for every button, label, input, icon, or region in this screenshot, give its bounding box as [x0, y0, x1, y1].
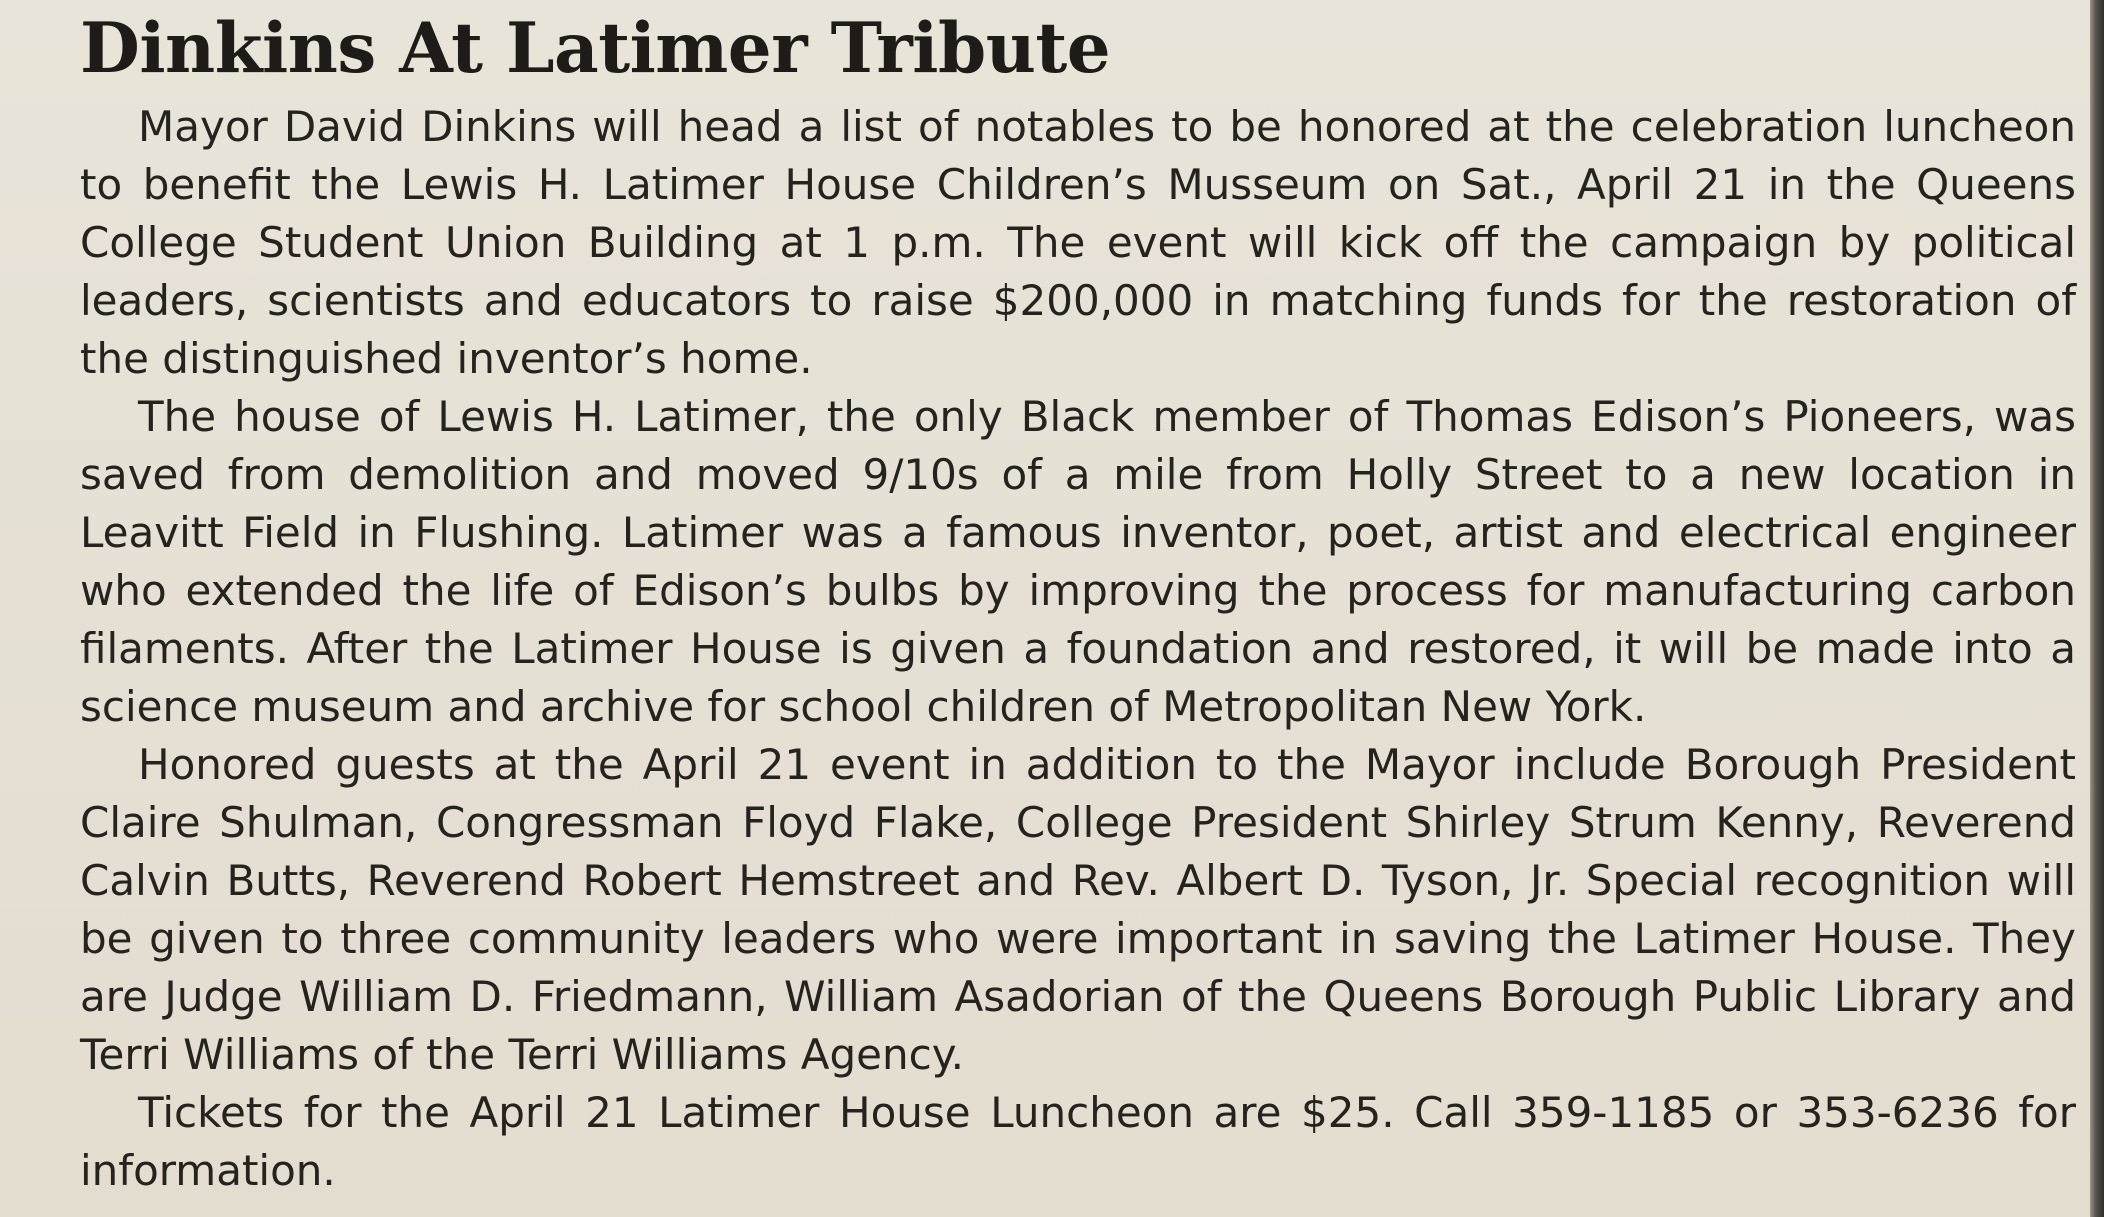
page-edge-shadow	[2090, 0, 2104, 1217]
article-body	[80, 98, 2076, 1200]
paragraph-tickets: Tickets for the April 21 Latimer House Luncheon are $25. Call 359-1185 or 353-6236 for information.	[80, 1088, 2076, 1195]
paragraph-honored-guests: Honored guests at the April 21 event in addition to the Mayor include Borough President Claire Shulman, Congressman Floyd Flake, College President Shirley Strum Kenny, Reverend Calvin Butts, Reverend Robert Hemstreet and Rev. Albert D. Tyson, Jr. Special recognition will be given to three community leaders who were important in saving the Latimer House. They are Judge William D. Friedmann, William Asadorian of the Queens Borough Public Library and Terri Williams of the Terri Williams Agency.	[80, 740, 2076, 1079]
paragraph-house-history: The house of Lewis H. Latimer, the only Black member of Thomas Edison’s Pioneers, was saved from demolition and moved 9/10s of a mile from Holly Street to a new location in Leavitt Field in Flushing. Latimer was a famous inventor, poet, artist and electrical engineer who extended the life of Edison’s bulbs by improving the process for manufacturing carbon filaments. After the Latimer House is given a foundation and restored, it will be made into a science museum and archive for school children of Metropolitan New York.	[80, 392, 2076, 731]
headline: Dinkins At Latimer Tribute	[80, 8, 1111, 89]
paragraph-announcement: Mayor David Dinkins will head a list of notables to be honored at the celebration luncheon to benefit the Lewis H. Latimer House Children’s Musseum on Sat., April 21 in the Queens College Student Union Building at 1 p.m. The event will kick off the campaign by political leaders, scientists and educators to raise $200,000 in matching funds for the restoration of the distinguished inventor’s home.	[80, 102, 2076, 383]
